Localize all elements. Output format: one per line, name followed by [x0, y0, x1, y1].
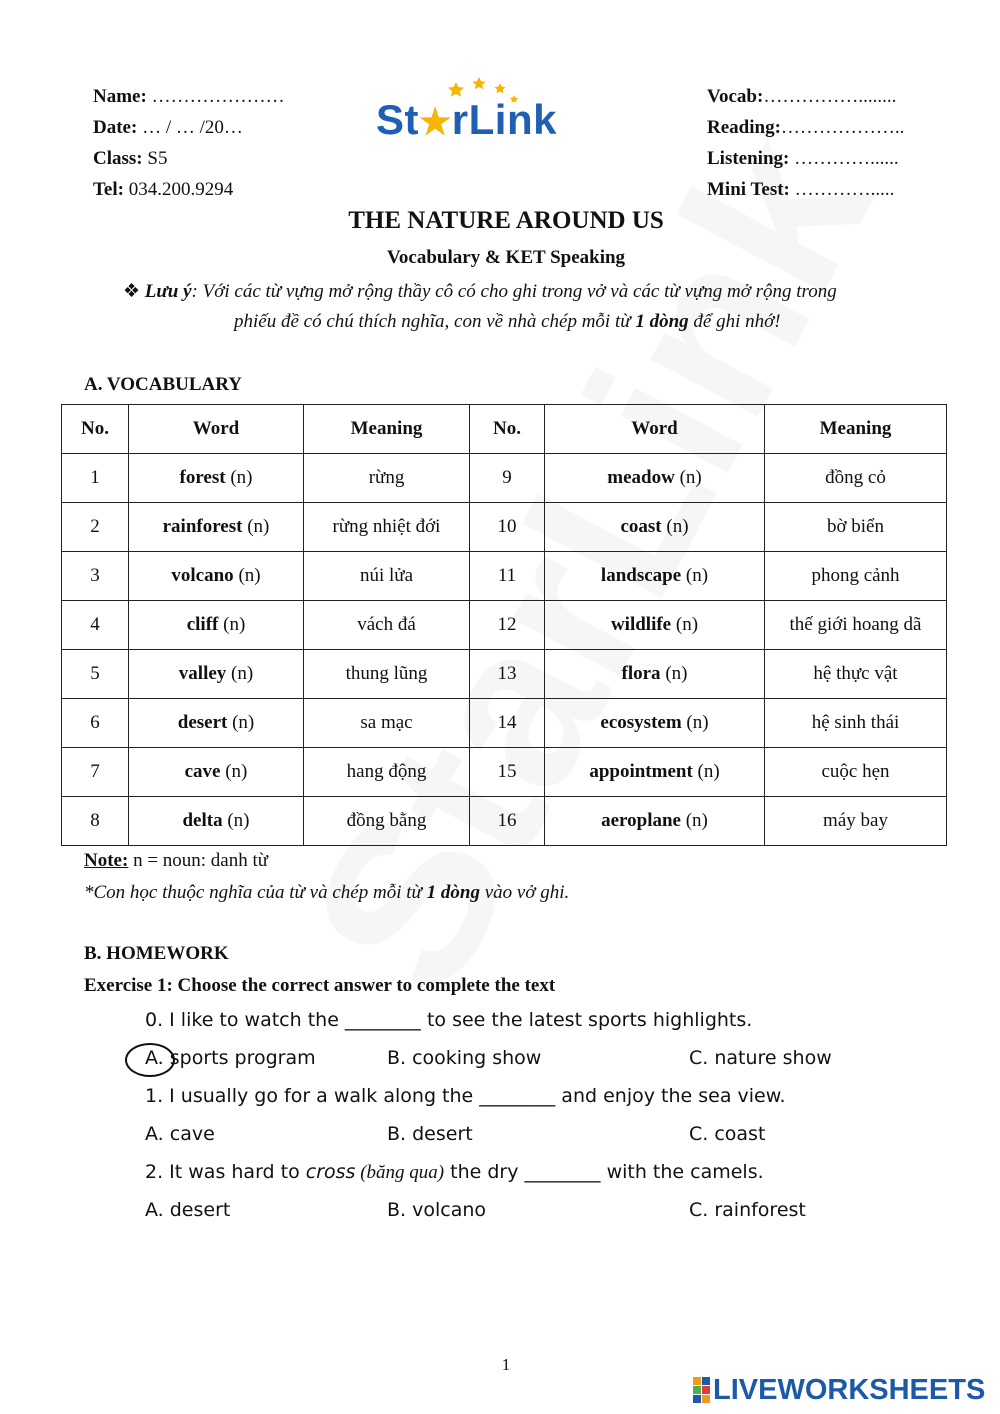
header-no-2: No. [470, 405, 545, 454]
student-info [93, 81, 285, 205]
question-0-stem: 0. I like to watch the ________ to see the latest sports highlights. [145, 1009, 753, 1031]
reading-score-line: Reading:……………….. [707, 117, 905, 138]
logo-wordmark: St★rLink [376, 96, 557, 143]
question-0-option-a[interactable]: A. sports program [145, 1047, 316, 1069]
logo-star-icon: ★ [419, 101, 452, 142]
listening-score-line: Listening: …………...... [707, 148, 899, 169]
table-row: 4 cliff (n) vách đá 12 wildlife (n) thế giới hoang dã [62, 601, 947, 650]
question-0-option-c[interactable]: C. nature show [689, 1047, 832, 1069]
question-1-option-a[interactable]: A. cave [145, 1123, 215, 1145]
header-meaning-2: Meaning [765, 405, 947, 454]
question-1-option-b[interactable]: B. desert [387, 1123, 473, 1145]
class-line: Class: S5 [93, 148, 168, 169]
table-note: Note: n = noun: danh từ [84, 850, 269, 871]
question-2-option-a[interactable]: A. desert [145, 1199, 231, 1221]
date-line: Date: … / … /20… [93, 117, 243, 138]
liveworksheets-logo-icon [693, 1377, 710, 1403]
table-row: 6 desert (n) sa mạc 14 ecosystem (n) hệ sinh thái [62, 699, 947, 748]
page-subtitle: Vocabulary & KET Speaking [386, 247, 626, 268]
table-header-row [62, 405, 947, 454]
page-number: 1 [501, 1355, 511, 1374]
section-a-heading: A. VOCABULARY [84, 374, 243, 395]
score-info [707, 81, 904, 205]
notice-line-1: ❖ Lưu ý: Với các từ vựng mở rộng thầy cô có cho ghi trong vở và các từ vựng mở rộng trong [123, 281, 837, 302]
question-2-stem: 2. It was hard to cross (băng qua) the dry ________ with the camels. [145, 1161, 764, 1183]
starlink-logo [376, 74, 581, 144]
exercise-1-title: Exercise 1: Choose the correct answer to complete the text [84, 975, 556, 996]
option-a-label: A. [145, 1047, 170, 1069]
table-row: 8 delta (n) đồng bằng 16 aeroplane (n) máy bay [62, 797, 947, 846]
question-1-stem: 1. I usually go for a walk along the ________ and enjoy the sea view. [145, 1085, 786, 1107]
question-2-option-c[interactable]: C. rainforest [689, 1199, 806, 1221]
header-no: No. [62, 405, 129, 454]
vocabulary-table [61, 404, 947, 846]
table-row: 5 valley (n) thung lũng 13 flora (n) hệ thực vật [62, 650, 947, 699]
minitest-score-line: Mini Test: …………..... [707, 179, 895, 200]
table-row: 7 cave (n) hang động 15 appointment (n) cuộc hẹn [62, 748, 947, 797]
answer-circle-icon [125, 1043, 175, 1077]
question-1-option-c[interactable]: C. coast [689, 1123, 766, 1145]
liveworksheets-brand: LIVEWORKSHEETS [693, 1375, 985, 1405]
question-0-option-b[interactable]: B. cooking show [387, 1047, 542, 1069]
table-row: 1 forest (n) rừng 9 meadow (n) đồng cỏ [62, 454, 947, 503]
header-word: Word [129, 405, 304, 454]
header-meaning: Meaning [304, 405, 470, 454]
tel-line: Tel: 034.200.9294 [93, 179, 234, 200]
section-b-heading: B. HOMEWORK [84, 943, 229, 964]
vocab-score-line: Vocab:……………........ [707, 86, 897, 107]
name-line: Name: ………………… [93, 86, 285, 107]
notice-line-2: phiếu đề có chú thích nghĩa, con về nhà chép mỗi từ 1 dòng để ghi nhớ! [234, 311, 781, 332]
study-instruction: *Con học thuộc nghĩa của từ và chép mỗi từ 1 dòng vào vở ghi. [84, 882, 570, 903]
question-2-option-b[interactable]: B. volcano [387, 1199, 487, 1221]
diamond-bullet-icon: ❖ [123, 281, 141, 302]
table-row: 2 rainforest (n) rừng nhiệt đới 10 coast (n) bờ biển [62, 503, 947, 552]
header-word-2: Word [545, 405, 765, 454]
table-row: 3 volcano (n) núi lửa 11 landscape (n) phong cảnh [62, 552, 947, 601]
page-title: THE NATURE AROUND US [348, 207, 664, 234]
